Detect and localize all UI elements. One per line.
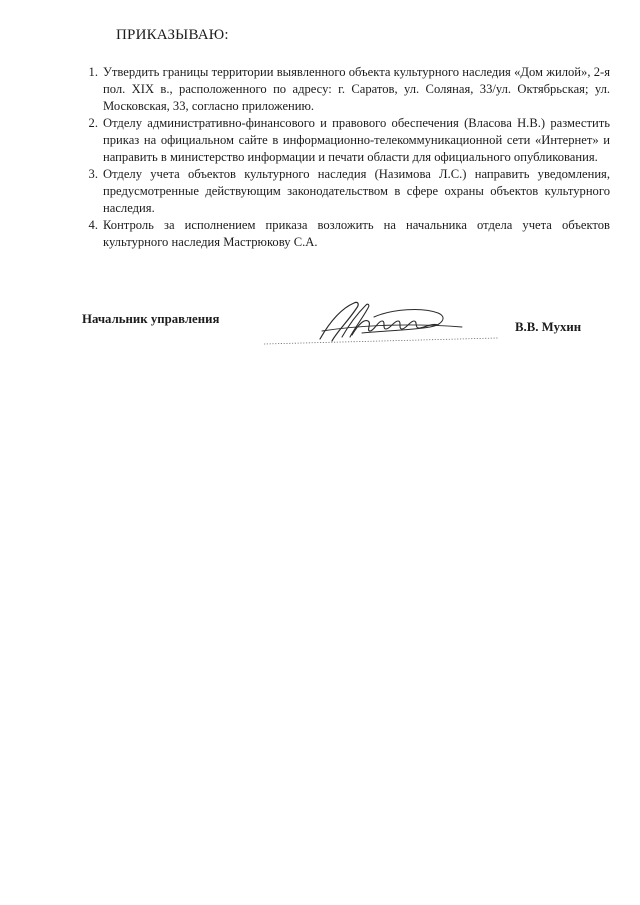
item-number: 1. xyxy=(88,65,98,79)
list-item xyxy=(80,166,610,217)
signer-name: В.В. Мухин xyxy=(515,320,582,334)
item-text: Контроль за исполнением приказа возложить на начальника отдела учета объектов культурного наследия Мастрюкову С.А. xyxy=(103,218,610,249)
item-text: Утвердить границы территории выявленного объекта культурного наследия «Дом жилой», 2-я пол. XIX в., расположенного по адресу: г. Саратов, ул. Соляная, 33/ул. Октябрьская; ул. Московская, 33, согласно приложению. xyxy=(103,65,610,113)
list-item xyxy=(80,115,610,166)
item-text: Отделу административно-финансового и правового обеспечения (Власова Н.В.) разместить приказ на официальном сайте в информационно-телекоммуникационной сети «Интернет» и направить в министерство информации и печати области для официального опубликования. xyxy=(103,116,610,164)
item-text: Отделу учета объектов культурного наследия (Назимова Л.С.) направить уведомления, предусмотренные действующим законодательством в сфере охраны объектов культурного наследия. xyxy=(103,167,610,215)
item-number: 3. xyxy=(88,167,98,181)
list-item xyxy=(80,64,610,115)
item-number: 4. xyxy=(88,218,98,232)
handwritten-signature xyxy=(262,295,502,351)
signer-position-title: Начальник управления xyxy=(82,312,220,326)
item-number: 2. xyxy=(88,116,98,130)
list-item xyxy=(80,217,610,251)
order-items-list xyxy=(80,64,610,251)
order-heading: ПРИКАЗЫВАЮ: xyxy=(116,27,229,43)
